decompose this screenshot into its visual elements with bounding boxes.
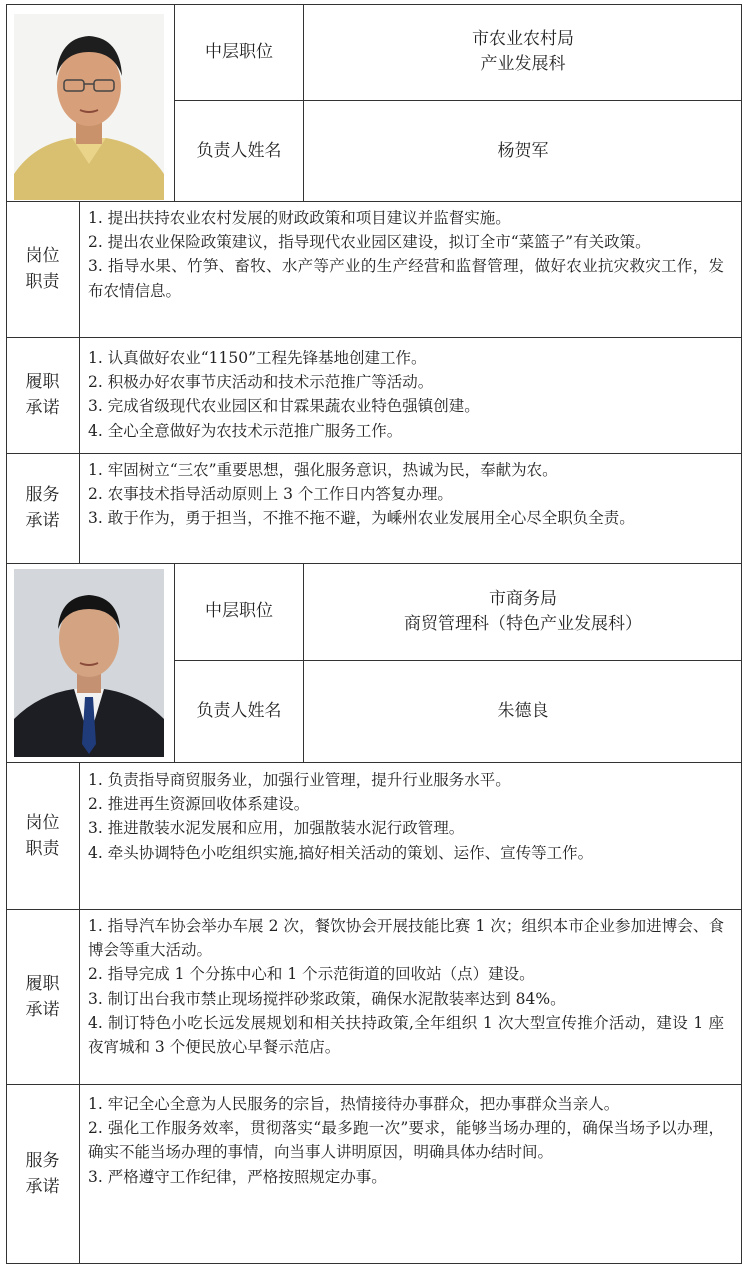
content-line: 4. 制订特色小吃长远发展规划和相关扶持政策,全年组织 1 次大型宣传推介活动，建设 1 座夜宵城和 3 个便民放心早餐示范店。: [88, 1013, 724, 1057]
label-line: 岗位: [25, 812, 60, 833]
content-line: 1. 负责指导商贸服务业，加强行业管理，提升行业服务水平。: [88, 771, 511, 789]
content-line: 3. 推进散装水泥发展和应用，加强散装水泥行政管理。: [88, 819, 465, 838]
label-line: 承诺: [25, 999, 60, 1020]
section-content-duties-1: [88, 206, 724, 303]
section-content-commitment-1: [88, 346, 724, 443]
label-line: 岗位: [25, 246, 60, 266]
position-value-1: [304, 4, 742, 100]
position-label-text-1: 中层职位: [205, 41, 273, 62]
section-content-duties-2: [88, 768, 724, 865]
content-line: 2. 强化工作服务效率，贯彻落实“最多跑一次”要求，能够当场办理的，确保当场予以办理，确实不能当场办理的事情，向当事人讲明原因，明确具体办结时间。: [88, 1119, 724, 1162]
content-line: 2. 提出农业保险政策建议，指导现代农业园区建设，拟订全市“菜篮子”有关政策。: [88, 233, 651, 252]
section-content-commitment-2: [88, 914, 724, 1059]
section-label-commitment-1: [6, 337, 79, 453]
content-line: 3. 严格遵守工作纪律，严格按照规定办事。: [88, 1167, 387, 1186]
content-line: 1. 认真做好农业“1150”工程先锋基地创建工作。: [88, 349, 427, 367]
content-line: 3. 敢于作为，勇于担当，不推不拖不避，为嵊州农业发展用全心尽全职负全责。: [88, 509, 635, 528]
section-label-commitment-2: [6, 909, 79, 1084]
person-name-1: 杨贺军: [497, 140, 549, 161]
section-name-1: 产业发展科: [480, 54, 566, 74]
content-line: 1. 牢固树立“三农”重要思想，强化服务意识，热诚为民，奉献为农。: [88, 461, 558, 479]
label-line: 承诺: [25, 1177, 60, 1197]
section-label-service-1: [6, 453, 79, 563]
name-value-2: [304, 661, 742, 762]
label-line: 职责: [25, 272, 60, 292]
department-name-1: 市农业农村局: [472, 29, 574, 49]
portrait-photo-1: [14, 14, 164, 200]
portrait-photo-2: [14, 569, 164, 757]
portrait-2-figure: [14, 569, 164, 757]
name-label-text-1: 负责人姓名: [196, 140, 282, 161]
label-line: 履职: [25, 372, 60, 392]
position-value-2: [304, 563, 742, 660]
label-line: 履职: [25, 973, 60, 994]
portrait-1-figure: [14, 14, 164, 200]
section-name-2: 商贸管理科（特色产业发展科）: [404, 613, 642, 634]
name-label-text-2: 负责人姓名: [196, 701, 282, 721]
section-content-service-2: [88, 1092, 724, 1189]
label-line: 服务: [25, 485, 60, 505]
content-line: 2. 指导完成 1 个分拣中心和 1 个示范街道的回收站（点）建设。: [88, 965, 535, 984]
content-line: 3. 完成省级现代农业园区和甘霖果蔬农业特色强镇创建。: [88, 397, 480, 416]
position-label-1: [175, 4, 303, 100]
name-value-1: [304, 101, 742, 201]
department-name-2: 市商务局: [489, 588, 557, 609]
content-line: 2. 积极办好农事节庆活动和技术示范推广等活动。: [88, 373, 434, 392]
label-line: 服务: [25, 1151, 60, 1171]
section-label-duties-2: [6, 762, 79, 909]
label-line: 职责: [25, 838, 60, 859]
label-line: 承诺: [25, 398, 60, 418]
name-label-2: [175, 661, 303, 762]
content-line: 2. 推进再生资源回收体系建设。: [88, 795, 310, 814]
section-label-service-2: [6, 1084, 79, 1264]
section-label-duties-1: [6, 201, 79, 337]
content-line: 1. 提出扶持农业农村发展的财政政策和项目建议并监督实施。: [88, 209, 511, 227]
content-line: 3. 指导水果、竹笋、畜牧、水产等产业的生产经营和监督管理，做好农业抗灾救灾工作，发布农情信息。: [88, 257, 724, 300]
content-line: 4. 全心全意做好为农技术示范推广服务工作。: [88, 421, 403, 440]
name-label-1: [175, 101, 303, 201]
content-line: 1. 牢记全心全意为人民服务的宗旨，热情接待办事群众，把办事群众当亲人。: [88, 1095, 620, 1113]
content-line: 3. 制订出台我市禁止现场搅拌砂浆政策，确保水泥散装率达到 84%。: [88, 989, 566, 1008]
content-line: 2. 农事技术指导活动原则上 3 个工作日内答复办理。: [88, 485, 453, 504]
content-line: 1. 指导汽车协会举办车展 2 次，餐饮协会开展技能比赛 1 次；组织本市企业参加进博会、食博会等重大活动。: [88, 917, 724, 960]
position-label-text-2: 中层职位: [205, 601, 273, 621]
content-line: 4. 牵头协调特色小吃组织实施,搞好相关活动的策划、运作、宣传等工作。: [88, 843, 594, 862]
section-content-service-1: [88, 458, 724, 531]
position-label-2: [175, 563, 303, 660]
person-name-2: 朱德良: [497, 701, 549, 721]
label-line: 承诺: [25, 511, 60, 531]
